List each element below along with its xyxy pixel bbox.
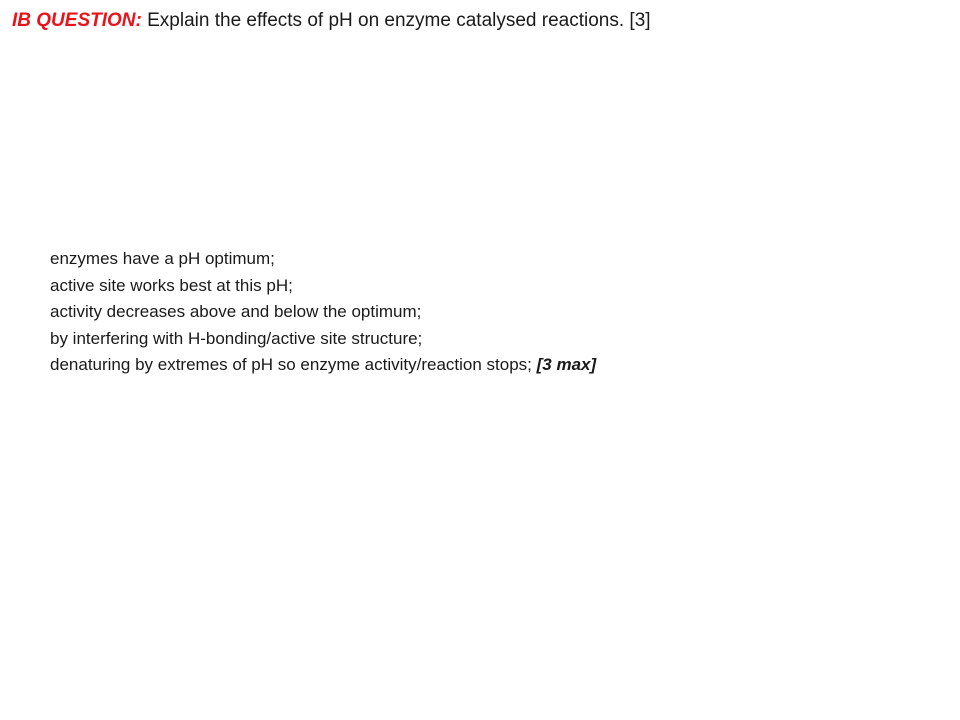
markscheme-point bbox=[50, 326, 596, 353]
markscheme-point-text: denaturing by extremes of pH so enzyme activity/reaction stops; bbox=[50, 355, 532, 374]
markscheme-list bbox=[50, 246, 596, 379]
markscheme-point bbox=[50, 352, 596, 379]
markscheme-point-text: activity decreases above and below the optimum; bbox=[50, 302, 422, 321]
markscheme-point-text: by interfering with H-bonding/active site structure; bbox=[50, 328, 423, 348]
max-marks-note: [3 max] bbox=[536, 355, 597, 374]
markscheme-point bbox=[50, 273, 596, 300]
markscheme-point bbox=[50, 299, 596, 326]
question-text: Explain the effects of pH on enzyme catalysed reactions. [3] bbox=[147, 10, 651, 31]
markscheme-point-text: enzymes have a pH optimum; bbox=[50, 249, 275, 268]
markscheme-point-text: active site works best at this pH; bbox=[50, 275, 293, 295]
markscheme-point bbox=[50, 246, 596, 273]
question-label: IB QUESTION: bbox=[12, 10, 142, 31]
question-heading bbox=[12, 8, 651, 34]
